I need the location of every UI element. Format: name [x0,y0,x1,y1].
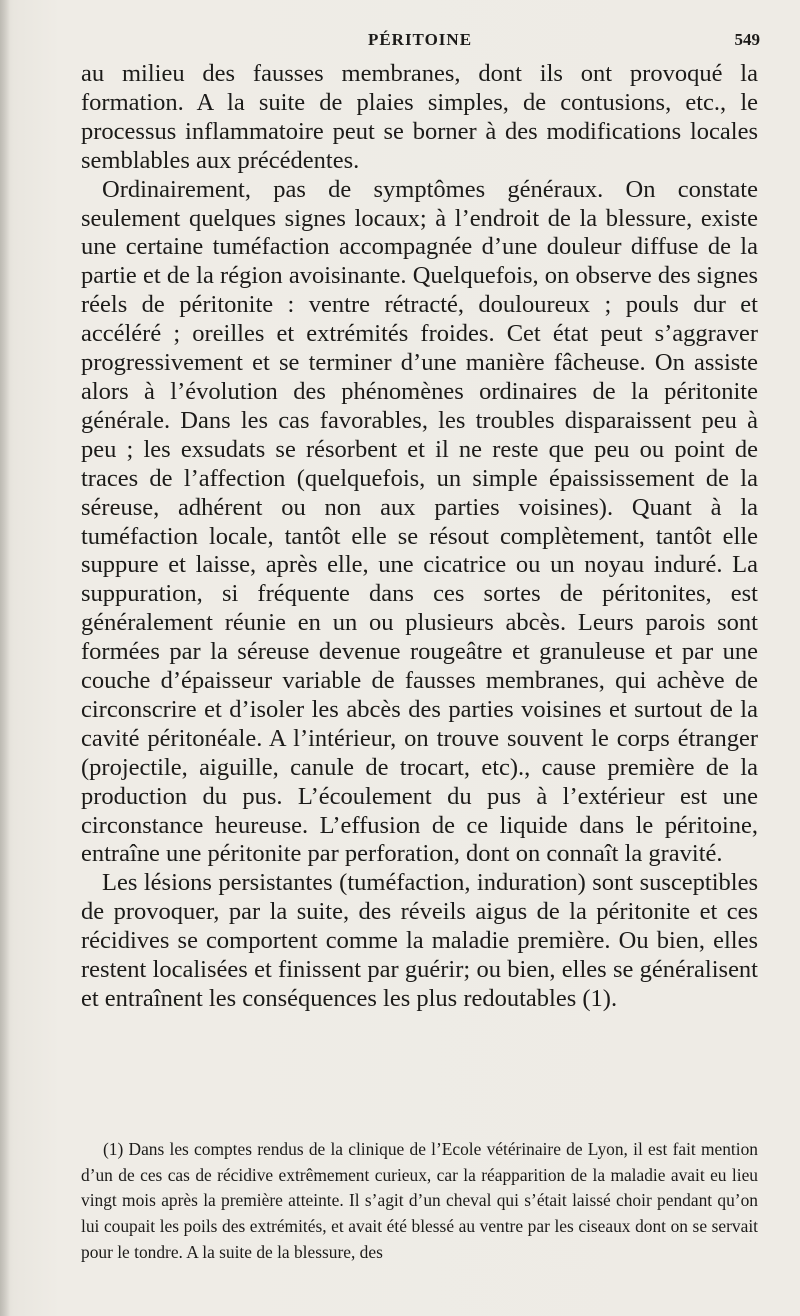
page-header [80,30,760,54]
main-text [81,60,758,1014]
footnote-1 [81,1137,758,1266]
footnote-marker: (1) [103,1139,124,1159]
paragraph-3: Les lésions persistantes (tuméfaction, induration) sont susceptibles de provoquer, par la suite, des réveils aigus de la péritonite et ces récidives se comportent comme la maladie première. Ou bien, elles restent localisées et finissent par guérir; ou bien, elles se généralisent et entraînent les conséquences les plus redoutables (1). [81,869,758,1012]
page-number: 549 [734,30,760,49]
page-gutter-shadow [0,0,10,1316]
footnote-area [81,1137,758,1266]
paragraph-2: Ordinairement, pas de symptômes généraux. On constate seulement quelques signes locaux; à l’endroit de la blessure, existe une certaine tuméfaction accompagnée d’une douleur diffuse de la partie et de la région avoisinante. Quelquefois, on observe des signes réels de péritonite : ventre rétracté, douloureux ; pouls dur et accéléré ; oreilles et extrémités froides. Cet état peut s’aggraver progressivement et se terminer d’une manière fâcheuse. On assiste alors à l’évolution des phénomènes ordinaires de la péritonite générale. Dans les cas favorables, les troubles disparaissent peu à peu ; les exsudats se résorbent et il ne reste que peu ou point de traces de l’affection (quelquefois, un simple épaississement de la séreuse, adhérent ou non aux parties voisines). Quant à la tuméfaction locale, tantôt elle se résout complètement, tantôt elle suppure et laisse, après elle, une cicatrice ou un noyau induré. La suppuration, si fréquente dans ces sortes de péritonites, est généralement réunie en un ou plusieurs abcès. Leurs parois sont formées par la séreuse devenue rougeâtre et granuleuse et par une couche d’épaisseur variable de fausses membranes, qui achève de circonscrire et d’isoler les abcès des parties voisines et surtout de la cavité péritonéale. A l’intérieur, on trouve souvent le corps étranger (projectile, aiguille, canule de trocart, etc)., cause première de la production du pus. L’écoulement du pus à l’extérieur est une circonstance heureuse. L’effusion de ce liquide dans le péritoine, entraîne une péritonite par perforation, dont on connaît la gravité. [81,175,758,868]
paragraph-1: au milieu des fausses membranes, dont ils ont provoqué la formation. A la suite de plaies simples, de contusions, etc., le processus inflammatoire peut se borner à des modifications locales semblables aux précédentes. [81,60,758,174]
running-title: PÉRITOINE [367,30,473,49]
footnote-text: Dans les comptes rendus de la clinique de l’Ecole vétérinaire de Lyon, il est fait mention d’un de ces cas de récidive extrêmement curieux, car la réapparition de la maladie avait eu lieu vingt mois après la première atteinte. Il s’agit d’un cheval qui s’était laissé choir pendant qu’on lui coupait les poils des extrémités, et avait été blessé au ventre par les ciseaux dont on se servait pour le tondre. A la suite de la blessure, des [81,1139,758,1262]
